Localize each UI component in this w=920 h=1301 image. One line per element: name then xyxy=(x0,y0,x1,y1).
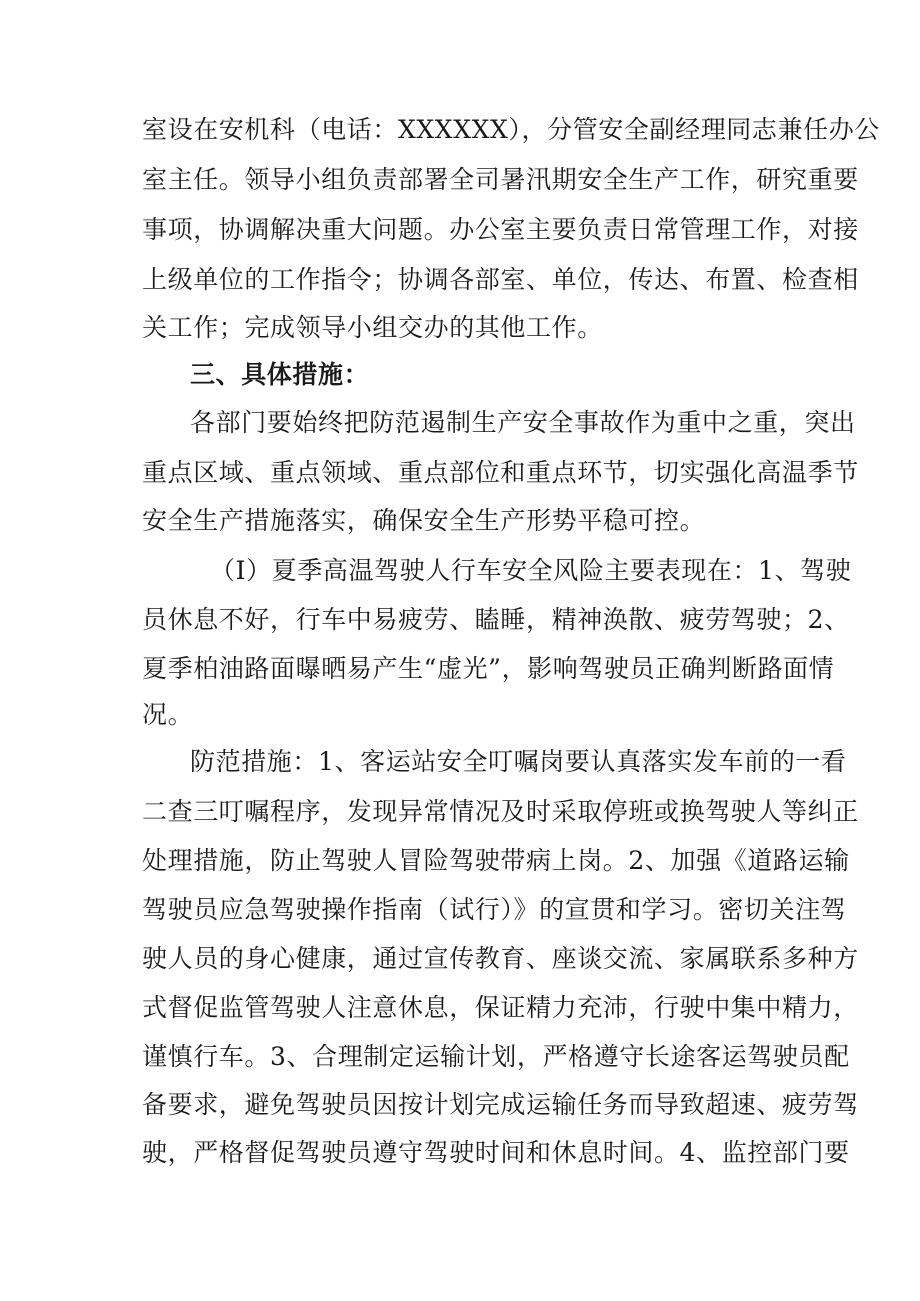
paragraph-line: 况。 xyxy=(142,700,194,729)
paragraph-line: 室主任。领导小组负责部署全司暑汛期安全生产工作，研究重要 xyxy=(142,165,859,194)
paragraph-line: 员休息不好，行车中易疲劳、瞌睡，精神涣散、疲劳驾驶；2、 xyxy=(142,605,850,634)
paragraph-line: 安全生产措施落实，确保安全生产形势平稳可控。 xyxy=(142,506,706,535)
paragraph-line: 重点区域、重点领域、重点部位和重点环节，切实强化高温季节 xyxy=(142,458,859,487)
paragraph-line: 驾驶员应急驾驶操作指南（试行）》的宣贯和学习。密切关注驾 xyxy=(142,895,847,924)
paragraph-line: 处理措施，防止驾驶人冒险驾驶带病上岗。2、加强《道路运输 xyxy=(142,846,850,875)
paragraph-line: 二查三叮嘱程序，发现异常情况及时采取停班或换驾驶人等纠正 xyxy=(142,797,859,826)
paragraph-line: 驶，严格督促驾驶员遵守驾驶时间和休息时间。4、监控部门要 xyxy=(142,1138,850,1167)
paragraph-line: 上级单位的工作指令；协调各部室、单位，传达、布置、检查相 xyxy=(142,265,859,294)
paragraph-line: 谨慎行车。3、合理制定运输计划，严格遵守长途客运驾驶员配 xyxy=(142,1042,850,1071)
paragraph-line: 备要求，避免驾驶员因按计划完成运输任务而导致超速、疲劳驾 xyxy=(142,1090,859,1119)
paragraph-line: 防范措施：1、客运站安全叮嘱岗要认真落实发车前的一看 xyxy=(190,747,847,776)
paragraph-line: 夏季柏油路面曝晒易产生“虚光”，影响驾驶员正确判断路面情 xyxy=(142,654,835,683)
paragraph-line: 驶人员的身心健康，通过宣传教育、座谈交流、家属联系多种方 xyxy=(142,944,859,973)
paragraph-line: （I）夏季高温驾驶人行车安全风险主要表现在：1、驾驶 xyxy=(210,556,852,585)
paragraph-line: 式督促监管驾驶人注意休息，保证精力充沛，行驶中集中精力， xyxy=(142,993,859,1022)
paragraph-line: 事项，协调解决重大问题。办公室主要负责日常管理工作，对接 xyxy=(142,215,859,244)
paragraph-line: 各部门要始终把防范遏制生产安全事故作为重中之重，突出 xyxy=(190,408,856,437)
paragraph-line: 室设在安机科（电话：XXXXXX），分管安全副经理同志兼任办公 xyxy=(142,115,880,144)
paragraph-line: 关工作；完成领导小组交办的其他工作。 xyxy=(142,313,603,342)
section-heading: 三、具体措施： xyxy=(190,360,370,389)
